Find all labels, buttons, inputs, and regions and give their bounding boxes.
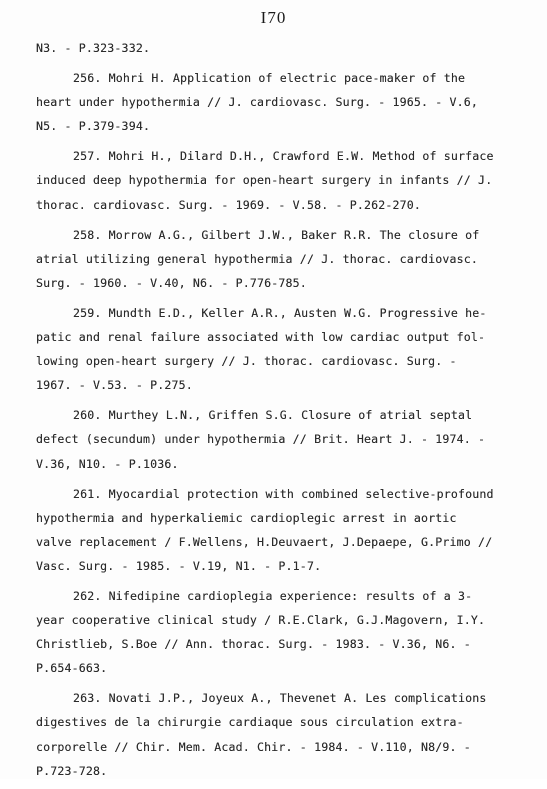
reference-line: induced deep hypothermia for open-heart surgery in infants // J. <box>36 173 493 188</box>
reference-line: 261. Myocardial protection with combined selective-profound <box>73 486 494 501</box>
reference-line: 263. Novati J.P., Joyeux A., Thevenet A. Les complications <box>73 691 487 706</box>
reference-entry-262 <box>36 584 506 680</box>
reference-line: atrial utilizing general hypothermia // J. thorac. cardiovasc. <box>36 251 479 266</box>
reference-entry-259 <box>36 301 506 397</box>
reference-line: N3. - P.323-332. <box>36 41 151 55</box>
reference-line: patic and renal failure associated with low cardiac output fol- <box>36 330 486 345</box>
reference-line: valve replacement / F.Wellens, H.Deuvaert, J.Depaepe, G.Primo // <box>36 534 493 549</box>
bibliography-list <box>36 36 506 789</box>
reference-line: P.723-728. <box>36 763 108 778</box>
reference-line: thorac. cardiovasc. Surg. - 1969. - V.58. - P.262-270. <box>36 197 422 212</box>
reference-line: Christlieb, S.Boe // Ann. thorac. Surg. - 1983. - V.36, N6. - <box>36 637 471 652</box>
reference-entry-256 <box>36 66 506 138</box>
reference-entry-263 <box>36 686 506 782</box>
reference-entry-257 <box>36 144 506 216</box>
reference-entry-258 <box>36 223 506 295</box>
reference-entry-260 <box>36 403 506 475</box>
reference-line: 256. Mohri H. Application of electric pace-maker of the <box>73 71 466 86</box>
reference-line: year cooperative clinical study / R.E.Clark, G.J.Magovern, I.Y. <box>36 613 486 628</box>
reference-line: Vasc. Surg. - 1985. - V.19, N1. - P.1-7. <box>36 558 322 573</box>
reference-line: heart under hypothermia // J. cardiovasc. Surg. - 1965. - V.6, <box>36 95 479 110</box>
reference-line: lowing open-heart surgery // J. thorac. cardiovasc. Surg. - <box>36 354 457 369</box>
reference-line: Surg. - 1960. - V.40, N6. - P.776-785. <box>36 275 307 290</box>
reference-line: defect (secundum) under hypothermia // Brit. Heart J. - 1974. - <box>36 432 486 447</box>
reference-line: 257. Mohri H., Dilard D.H., Crawford E.W. Method of surface <box>73 149 494 164</box>
reference-line: 258. Morrow A.G., Gilbert J.W., Baker R.R. The closure of <box>73 227 480 242</box>
reference-line: 259. Mundth E.D., Keller A.R., Austen W.G. Progressive he- <box>73 305 487 320</box>
reference-line: P.654-663. <box>36 661 108 676</box>
reference-line: corporelle // Chir. Mem. Acad. Chir. - 1984. - V.110, N8/9. - <box>36 739 471 754</box>
reference-line: N5. - P.379-394. <box>36 119 151 134</box>
reference-line: V.36, N10. - P.1036. <box>36 456 179 471</box>
reference-line: 260. Murthey L.N., Griffen S.G. Closure of atrial septal <box>73 408 473 423</box>
page-number: I70 <box>260 8 287 27</box>
reference-line: 262. Nifedipine cardioplegia experience: results of a 3- <box>73 588 473 603</box>
reference-line: 1967. - V.53. - P.275. <box>36 378 193 393</box>
reference-entry-261 <box>36 482 506 578</box>
reference-entry-continuation <box>36 36 506 60</box>
reference-line: digestives de la chirurgie cardiaque sous circulation extra- <box>36 715 464 730</box>
reference-line: hypothermia and hyperkaliemic cardioplegic arrest in aortic <box>36 510 457 525</box>
